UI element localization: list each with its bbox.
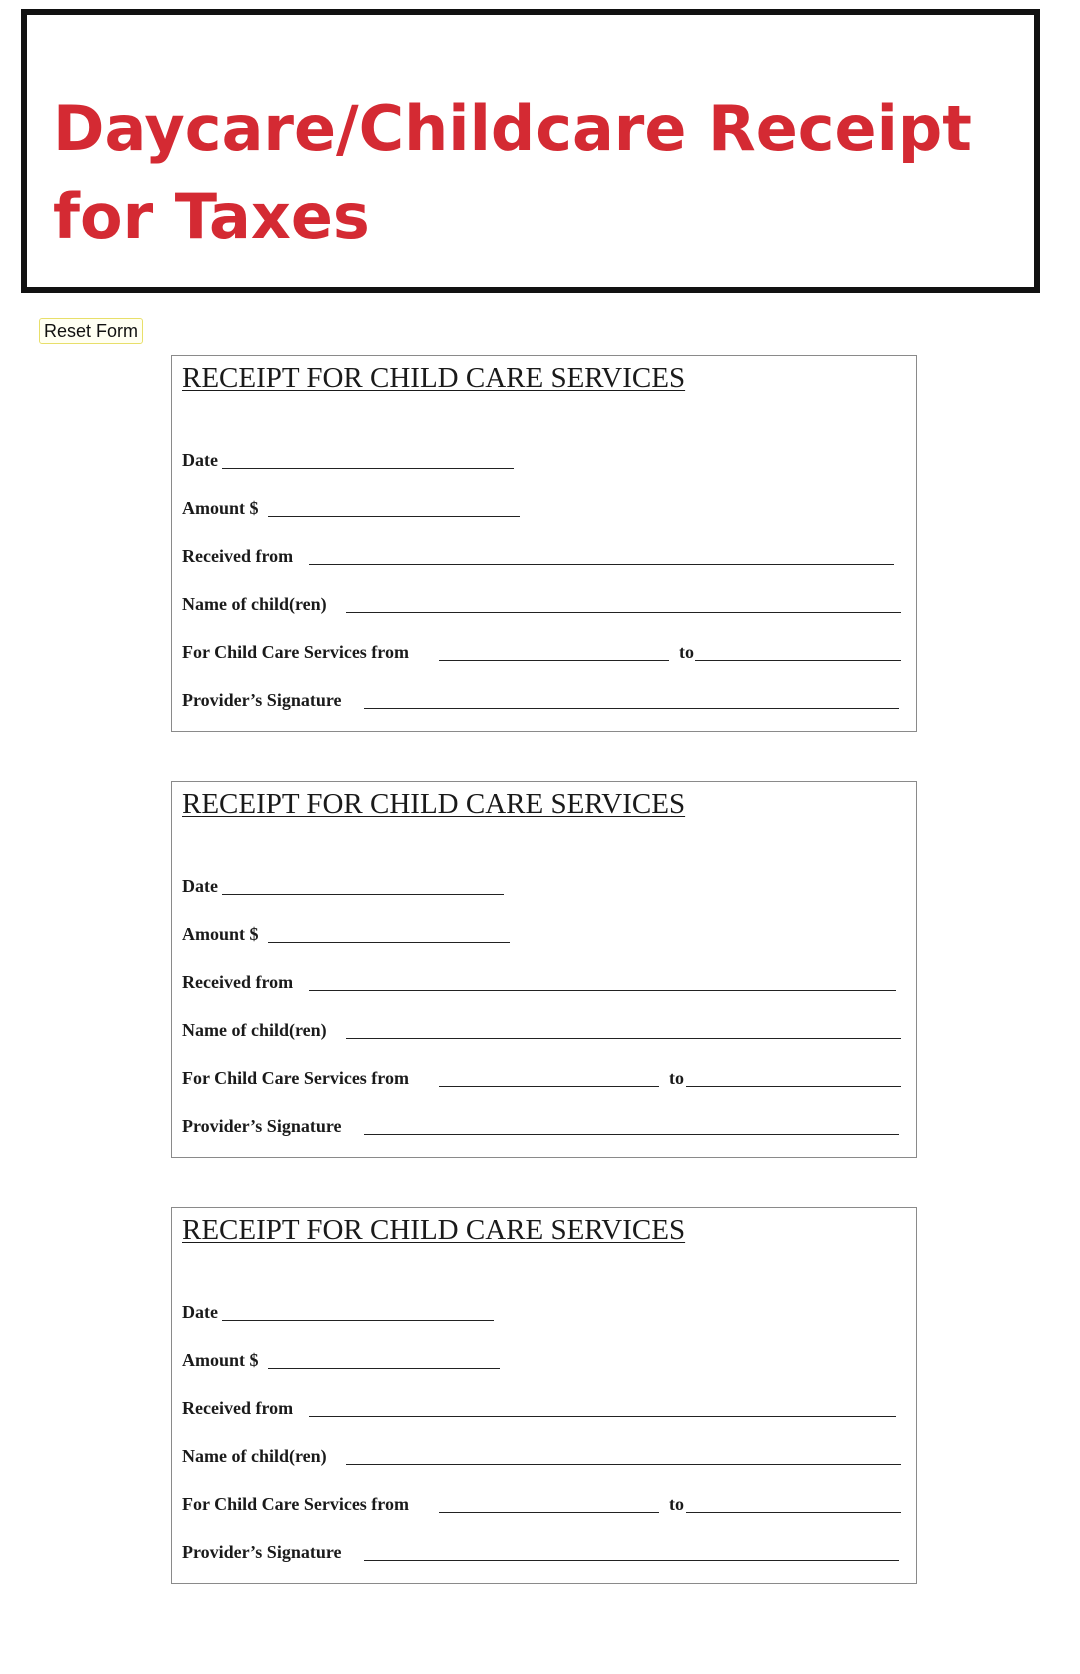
signature-line[interactable]	[364, 1560, 899, 1561]
title-banner	[21, 9, 1040, 293]
date-line[interactable]	[222, 894, 504, 895]
to-label: to	[679, 642, 694, 662]
service-end-line[interactable]	[686, 1512, 901, 1513]
page-title: Daycare/Childcare Receipt for Taxes	[53, 92, 972, 253]
amount-line[interactable]	[268, 1368, 500, 1369]
service-end-line[interactable]	[686, 1086, 901, 1087]
date-line[interactable]	[222, 1320, 494, 1321]
amount-label: Amount $	[182, 1350, 259, 1370]
service-from-label: For Child Care Services from	[182, 1068, 409, 1088]
received-from-field[interactable]	[182, 543, 902, 569]
to-label: to	[669, 1494, 684, 1514]
date-label: Date	[182, 876, 218, 896]
children-name-label: Name of child(ren)	[182, 1020, 327, 1040]
signature-line[interactable]	[364, 1134, 899, 1135]
amount-field[interactable]	[182, 921, 902, 947]
service-start-line[interactable]	[439, 1512, 659, 1513]
receipt-title: RECEIPT FOR CHILD CARE SERVICES	[182, 362, 686, 394]
signature-field[interactable]	[182, 687, 902, 713]
service-period-field[interactable]	[182, 639, 902, 665]
amount-label: Amount $	[182, 924, 259, 944]
date-field[interactable]	[182, 1299, 902, 1325]
signature-label: Provider’s Signature	[182, 690, 342, 710]
receipt-form-1	[171, 355, 917, 732]
service-from-label: For Child Care Services from	[182, 642, 409, 662]
receipt-form-2	[171, 781, 917, 1158]
receipt-form-3	[171, 1207, 917, 1584]
reset-form-button[interactable]: Reset Form	[39, 318, 143, 344]
received-from-field[interactable]	[182, 1395, 902, 1421]
received-from-line[interactable]	[309, 990, 896, 991]
signature-line[interactable]	[364, 708, 899, 709]
received-from-line[interactable]	[309, 1416, 896, 1417]
date-label: Date	[182, 450, 218, 470]
signature-field[interactable]	[182, 1113, 902, 1139]
date-field[interactable]	[182, 873, 902, 899]
children-name-line[interactable]	[346, 612, 901, 613]
received-from-label: Received from	[182, 1398, 294, 1418]
receipt-title: RECEIPT FOR CHILD CARE SERVICES	[182, 1214, 686, 1246]
children-name-field[interactable]	[182, 591, 902, 617]
amount-line[interactable]	[268, 942, 510, 943]
date-field[interactable]	[182, 447, 902, 473]
received-from-field[interactable]	[182, 969, 902, 995]
children-name-line[interactable]	[346, 1464, 901, 1465]
date-line[interactable]	[222, 468, 514, 469]
service-start-line[interactable]	[439, 1086, 659, 1087]
signature-label: Provider’s Signature	[182, 1116, 342, 1136]
amount-field[interactable]	[182, 1347, 902, 1373]
amount-line[interactable]	[268, 516, 520, 517]
received-from-label: Received from	[182, 546, 294, 566]
amount-field[interactable]	[182, 495, 902, 521]
service-start-line[interactable]	[439, 660, 669, 661]
children-name-field[interactable]	[182, 1443, 902, 1469]
children-name-field[interactable]	[182, 1017, 902, 1043]
date-label: Date	[182, 1302, 218, 1322]
receipt-title: RECEIPT FOR CHILD CARE SERVICES	[182, 788, 686, 820]
amount-label: Amount $	[182, 498, 259, 518]
service-period-field[interactable]	[182, 1491, 902, 1517]
service-end-line[interactable]	[695, 660, 901, 661]
signature-label: Provider’s Signature	[182, 1542, 342, 1562]
service-period-field[interactable]	[182, 1065, 902, 1091]
service-from-label: For Child Care Services from	[182, 1494, 409, 1514]
to-label: to	[669, 1068, 684, 1088]
received-from-line[interactable]	[309, 564, 894, 565]
received-from-label: Received from	[182, 972, 294, 992]
children-name-label: Name of child(ren)	[182, 594, 327, 614]
children-name-line[interactable]	[346, 1038, 901, 1039]
signature-field[interactable]	[182, 1539, 902, 1565]
children-name-label: Name of child(ren)	[182, 1446, 327, 1466]
